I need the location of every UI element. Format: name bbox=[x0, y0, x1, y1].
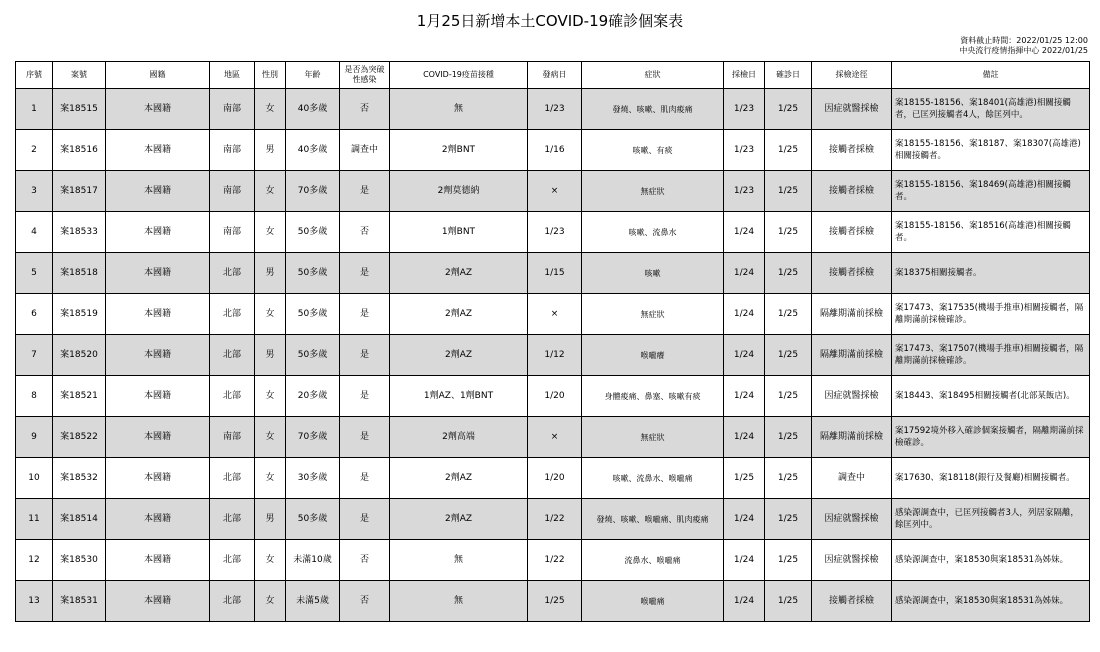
onset-date-cell: 1/16 bbox=[528, 130, 582, 171]
test-route-cell: 因症就醫採檢 bbox=[812, 376, 892, 417]
note-cell: 感染源調查中，已匡列接觸者3人，列居家隔離，餘匡列中。 bbox=[892, 499, 1090, 540]
confirm-date-cell: 1/25 bbox=[765, 294, 812, 335]
symptom-cell: 流鼻水、喉嚨痛 bbox=[582, 540, 724, 581]
note-cell: 案17473、案17535(機場手推車)相關接觸者，隔離期滿前採檢確診。 bbox=[892, 294, 1090, 335]
nationality-cell: 本國籍 bbox=[106, 89, 210, 130]
sex-cell: 女 bbox=[255, 171, 286, 212]
header-cell: 確診日 bbox=[765, 62, 812, 89]
vaccine-cell: 2劑AZ bbox=[390, 253, 528, 294]
symptom-cell: 喉嚨痛 bbox=[582, 581, 724, 622]
breakthrough-cell: 否 bbox=[340, 540, 390, 581]
note-cell: 案18155-18156、案18401(高雄港)相關接觸者，已匡列接觸者4人，餘匡列中。 bbox=[892, 89, 1090, 130]
onset-date-cell: 1/23 bbox=[528, 212, 582, 253]
header-cell: 採檢途徑 bbox=[812, 62, 892, 89]
header-cell: 性別 bbox=[255, 62, 286, 89]
test-route-cell: 因症就醫採檢 bbox=[812, 540, 892, 581]
region-cell: 南部 bbox=[210, 417, 255, 458]
onset-date-cell: 1/25 bbox=[528, 581, 582, 622]
case-id-cell: 案18519 bbox=[53, 294, 106, 335]
serial-cell: 7 bbox=[16, 335, 53, 376]
vaccine-cell: 2劑莫德納 bbox=[390, 171, 528, 212]
symptom-cell: 發燒、咳嗽、肌肉痠痛 bbox=[582, 89, 724, 130]
table-row bbox=[16, 540, 1090, 581]
serial-cell: 6 bbox=[16, 294, 53, 335]
note-cell: 案17630、案18118(銀行及餐廳)相關接觸者。 bbox=[892, 458, 1090, 499]
confirm-date-cell: 1/25 bbox=[765, 540, 812, 581]
test-date-cell: 1/24 bbox=[724, 376, 765, 417]
case-id-cell: 案18522 bbox=[53, 417, 106, 458]
nationality-cell: 本國籍 bbox=[106, 458, 210, 499]
breakthrough-cell: 是 bbox=[340, 253, 390, 294]
header-cell: 是否為突破性感染 bbox=[340, 62, 390, 89]
test-date-cell: 1/24 bbox=[724, 253, 765, 294]
table-row bbox=[16, 458, 1090, 499]
header-cell: 年齡 bbox=[286, 62, 340, 89]
sex-cell: 女 bbox=[255, 458, 286, 499]
case-id-cell: 案18531 bbox=[53, 581, 106, 622]
case-id-cell: 案18515 bbox=[53, 89, 106, 130]
note-cell: 案18155-18156、案18187、案18307(高雄港)相關接觸者。 bbox=[892, 130, 1090, 171]
onset-date-cell: × bbox=[528, 294, 582, 335]
header-cell: 備註 bbox=[892, 62, 1090, 89]
age-cell: 50多歲 bbox=[286, 253, 340, 294]
serial-cell: 2 bbox=[16, 130, 53, 171]
onset-date-cell: 1/22 bbox=[528, 499, 582, 540]
age-cell: 70多歲 bbox=[286, 417, 340, 458]
test-date-cell: 1/24 bbox=[724, 212, 765, 253]
region-cell: 北部 bbox=[210, 581, 255, 622]
symptom-cell: 咳嗽 bbox=[582, 253, 724, 294]
breakthrough-cell: 是 bbox=[340, 458, 390, 499]
serial-cell: 8 bbox=[16, 376, 53, 417]
test-route-cell: 隔離期滿前採檢 bbox=[812, 294, 892, 335]
confirm-date-cell: 1/25 bbox=[765, 253, 812, 294]
breakthrough-cell: 否 bbox=[340, 581, 390, 622]
age-cell: 50多歲 bbox=[286, 212, 340, 253]
serial-cell: 11 bbox=[16, 499, 53, 540]
table-header-row bbox=[16, 62, 1090, 89]
header-cell: 案號 bbox=[53, 62, 106, 89]
header-cell: 國籍 bbox=[106, 62, 210, 89]
symptom-cell: 無症狀 bbox=[582, 171, 724, 212]
nationality-cell: 本國籍 bbox=[106, 417, 210, 458]
table-row bbox=[16, 130, 1090, 171]
test-route-cell: 隔離期滿前採檢 bbox=[812, 335, 892, 376]
case-id-cell: 案18521 bbox=[53, 376, 106, 417]
test-route-cell: 接觸者採檢 bbox=[812, 212, 892, 253]
sex-cell: 女 bbox=[255, 294, 286, 335]
serial-cell: 13 bbox=[16, 581, 53, 622]
confirm-date-cell: 1/25 bbox=[765, 89, 812, 130]
header-cell: 症狀 bbox=[582, 62, 724, 89]
vaccine-cell: 2劑AZ bbox=[390, 335, 528, 376]
header-cell: COVID-19疫苗接種 bbox=[390, 62, 528, 89]
sex-cell: 女 bbox=[255, 540, 286, 581]
age-cell: 40多歲 bbox=[286, 89, 340, 130]
vaccine-cell: 1劑AZ、1劑BNT bbox=[390, 376, 528, 417]
test-route-cell: 因症就醫採檢 bbox=[812, 499, 892, 540]
vaccine-cell: 無 bbox=[390, 540, 528, 581]
vaccine-cell: 1劑BNT bbox=[390, 212, 528, 253]
confirm-date-cell: 1/25 bbox=[765, 458, 812, 499]
case-id-cell: 案18533 bbox=[53, 212, 106, 253]
symptom-cell: 咳嗽、流鼻水 bbox=[582, 212, 724, 253]
symptom-cell: 無症狀 bbox=[582, 417, 724, 458]
table-row bbox=[16, 417, 1090, 458]
region-cell: 南部 bbox=[210, 89, 255, 130]
onset-date-cell: 1/12 bbox=[528, 335, 582, 376]
sex-cell: 女 bbox=[255, 417, 286, 458]
test-date-cell: 1/23 bbox=[724, 171, 765, 212]
case-id-cell: 案18520 bbox=[53, 335, 106, 376]
test-date-cell: 1/24 bbox=[724, 540, 765, 581]
confirm-date-cell: 1/25 bbox=[765, 581, 812, 622]
test-route-cell: 接觸者採檢 bbox=[812, 171, 892, 212]
nationality-cell: 本國籍 bbox=[106, 376, 210, 417]
onset-date-cell: 1/23 bbox=[528, 89, 582, 130]
breakthrough-cell: 是 bbox=[340, 171, 390, 212]
region-cell: 北部 bbox=[210, 294, 255, 335]
confirm-date-cell: 1/25 bbox=[765, 171, 812, 212]
region-cell: 北部 bbox=[210, 335, 255, 376]
test-route-cell: 因症就醫採檢 bbox=[812, 89, 892, 130]
note-cell: 案18375相關接觸者。 bbox=[892, 253, 1090, 294]
breakthrough-cell: 是 bbox=[340, 335, 390, 376]
breakthrough-cell: 是 bbox=[340, 499, 390, 540]
region-cell: 北部 bbox=[210, 376, 255, 417]
note-cell: 感染源調查中，案18530與案18531為姊妹。 bbox=[892, 581, 1090, 622]
case-id-cell: 案18516 bbox=[53, 130, 106, 171]
table-row bbox=[16, 376, 1090, 417]
test-route-cell: 隔離期滿前採檢 bbox=[812, 417, 892, 458]
note-cell: 感染源調查中，案18530與案18531為姊妹。 bbox=[892, 540, 1090, 581]
breakthrough-cell: 否 bbox=[340, 89, 390, 130]
age-cell: 70多歲 bbox=[286, 171, 340, 212]
table-row bbox=[16, 212, 1090, 253]
age-cell: 30多歲 bbox=[286, 458, 340, 499]
table-row bbox=[16, 253, 1090, 294]
report-meta bbox=[959, 36, 1088, 56]
onset-date-cell: 1/22 bbox=[528, 540, 582, 581]
table-row bbox=[16, 499, 1090, 540]
data-source: 中央流行疫情指揮中心 2022/01/25 bbox=[959, 46, 1088, 55]
data-cutoff-time: 資料截止時間：2022/01/25 12:00 bbox=[960, 36, 1088, 45]
case-id-cell: 案18532 bbox=[53, 458, 106, 499]
region-cell: 北部 bbox=[210, 458, 255, 499]
test-date-cell: 1/25 bbox=[724, 458, 765, 499]
test-date-cell: 1/24 bbox=[724, 581, 765, 622]
serial-cell: 9 bbox=[16, 417, 53, 458]
symptom-cell: 喉嚨癢 bbox=[582, 335, 724, 376]
header-cell: 地區 bbox=[210, 62, 255, 89]
region-cell: 北部 bbox=[210, 253, 255, 294]
note-cell: 案17473、案17507(機場手推車)相關接觸者，隔離期滿前採檢確診。 bbox=[892, 335, 1090, 376]
nationality-cell: 本國籍 bbox=[106, 540, 210, 581]
confirm-date-cell: 1/25 bbox=[765, 212, 812, 253]
sex-cell: 男 bbox=[255, 130, 286, 171]
test-date-cell: 1/24 bbox=[724, 417, 765, 458]
table-row bbox=[16, 294, 1090, 335]
onset-date-cell: 1/20 bbox=[528, 376, 582, 417]
sex-cell: 女 bbox=[255, 376, 286, 417]
case-id-cell: 案18530 bbox=[53, 540, 106, 581]
vaccine-cell: 2劑高端 bbox=[390, 417, 528, 458]
test-date-cell: 1/24 bbox=[724, 294, 765, 335]
test-date-cell: 1/24 bbox=[724, 499, 765, 540]
symptom-cell: 無症狀 bbox=[582, 294, 724, 335]
region-cell: 南部 bbox=[210, 130, 255, 171]
vaccine-cell: 無 bbox=[390, 581, 528, 622]
confirm-date-cell: 1/25 bbox=[765, 130, 812, 171]
vaccine-cell: 2劑AZ bbox=[390, 499, 528, 540]
onset-date-cell: 1/20 bbox=[528, 458, 582, 499]
test-route-cell: 接觸者採檢 bbox=[812, 581, 892, 622]
age-cell: 50多歲 bbox=[286, 335, 340, 376]
nationality-cell: 本國籍 bbox=[106, 253, 210, 294]
table-row bbox=[16, 171, 1090, 212]
age-cell: 50多歲 bbox=[286, 294, 340, 335]
vaccine-cell: 2劑AZ bbox=[390, 458, 528, 499]
age-cell: 40多歲 bbox=[286, 130, 340, 171]
sex-cell: 男 bbox=[255, 253, 286, 294]
table-row bbox=[16, 89, 1090, 130]
confirm-date-cell: 1/25 bbox=[765, 417, 812, 458]
note-cell: 案18443、案18495相關接觸者(北部某飯店)。 bbox=[892, 376, 1090, 417]
nationality-cell: 本國籍 bbox=[106, 130, 210, 171]
confirm-date-cell: 1/25 bbox=[765, 499, 812, 540]
test-route-cell: 接觸者採檢 bbox=[812, 130, 892, 171]
symptom-cell: 咳嗽、有痰 bbox=[582, 130, 724, 171]
serial-cell: 3 bbox=[16, 171, 53, 212]
header-cell: 採檢日 bbox=[724, 62, 765, 89]
table-row bbox=[16, 581, 1090, 622]
page-title: 1月25日新增本土COVID-19確診個案表 bbox=[416, 12, 684, 30]
case-id-cell: 案18514 bbox=[53, 499, 106, 540]
vaccine-cell: 2劑BNT bbox=[390, 130, 528, 171]
region-cell: 南部 bbox=[210, 212, 255, 253]
serial-cell: 1 bbox=[16, 89, 53, 130]
breakthrough-cell: 是 bbox=[340, 376, 390, 417]
confirm-date-cell: 1/25 bbox=[765, 376, 812, 417]
sex-cell: 女 bbox=[255, 581, 286, 622]
region-cell: 北部 bbox=[210, 540, 255, 581]
test-date-cell: 1/24 bbox=[724, 335, 765, 376]
breakthrough-cell: 是 bbox=[340, 294, 390, 335]
sex-cell: 男 bbox=[255, 335, 286, 376]
note-cell: 案18155-18156、案18469(高雄港)相關接觸者。 bbox=[892, 171, 1090, 212]
test-route-cell: 接觸者採檢 bbox=[812, 253, 892, 294]
confirm-date-cell: 1/25 bbox=[765, 335, 812, 376]
test-date-cell: 1/23 bbox=[724, 89, 765, 130]
sex-cell: 女 bbox=[255, 89, 286, 130]
age-cell: 未滿10歲 bbox=[286, 540, 340, 581]
symptom-cell: 咳嗽、流鼻水、喉嚨痛 bbox=[582, 458, 724, 499]
breakthrough-cell: 調查中 bbox=[340, 130, 390, 171]
vaccine-cell: 無 bbox=[390, 89, 528, 130]
case-id-cell: 案18517 bbox=[53, 171, 106, 212]
symptom-cell: 身體痠痛、鼻塞、咳嗽有痰 bbox=[582, 376, 724, 417]
symptom-cell: 發燒、咳嗽、喉嚨痛、肌肉痠痛 bbox=[582, 499, 724, 540]
case-table bbox=[15, 61, 1090, 622]
serial-cell: 12 bbox=[16, 540, 53, 581]
test-route-cell: 調查中 bbox=[812, 458, 892, 499]
age-cell: 20多歲 bbox=[286, 376, 340, 417]
nationality-cell: 本國籍 bbox=[106, 335, 210, 376]
breakthrough-cell: 是 bbox=[340, 417, 390, 458]
sex-cell: 男 bbox=[255, 499, 286, 540]
onset-date-cell: × bbox=[528, 417, 582, 458]
nationality-cell: 本國籍 bbox=[106, 499, 210, 540]
nationality-cell: 本國籍 bbox=[106, 581, 210, 622]
header-cell: 序號 bbox=[16, 62, 53, 89]
header-cell: 發病日 bbox=[528, 62, 582, 89]
onset-date-cell: × bbox=[528, 171, 582, 212]
note-cell: 案18155-18156、案18516(高雄港)相關接觸者。 bbox=[892, 212, 1090, 253]
test-date-cell: 1/23 bbox=[724, 130, 765, 171]
age-cell: 50多歲 bbox=[286, 499, 340, 540]
nationality-cell: 本國籍 bbox=[106, 212, 210, 253]
vaccine-cell: 2劑AZ bbox=[390, 294, 528, 335]
age-cell: 未滿5歲 bbox=[286, 581, 340, 622]
serial-cell: 4 bbox=[16, 212, 53, 253]
breakthrough-cell: 否 bbox=[340, 212, 390, 253]
nationality-cell: 本國籍 bbox=[106, 171, 210, 212]
serial-cell: 5 bbox=[16, 253, 53, 294]
table-row bbox=[16, 335, 1090, 376]
serial-cell: 10 bbox=[16, 458, 53, 499]
nationality-cell: 本國籍 bbox=[106, 294, 210, 335]
region-cell: 南部 bbox=[210, 171, 255, 212]
region-cell: 北部 bbox=[210, 499, 255, 540]
case-id-cell: 案18518 bbox=[53, 253, 106, 294]
onset-date-cell: 1/15 bbox=[528, 253, 582, 294]
note-cell: 案17592境外移入確診個案接觸者，隔離期滿前採檢確診。 bbox=[892, 417, 1090, 458]
sex-cell: 女 bbox=[255, 212, 286, 253]
